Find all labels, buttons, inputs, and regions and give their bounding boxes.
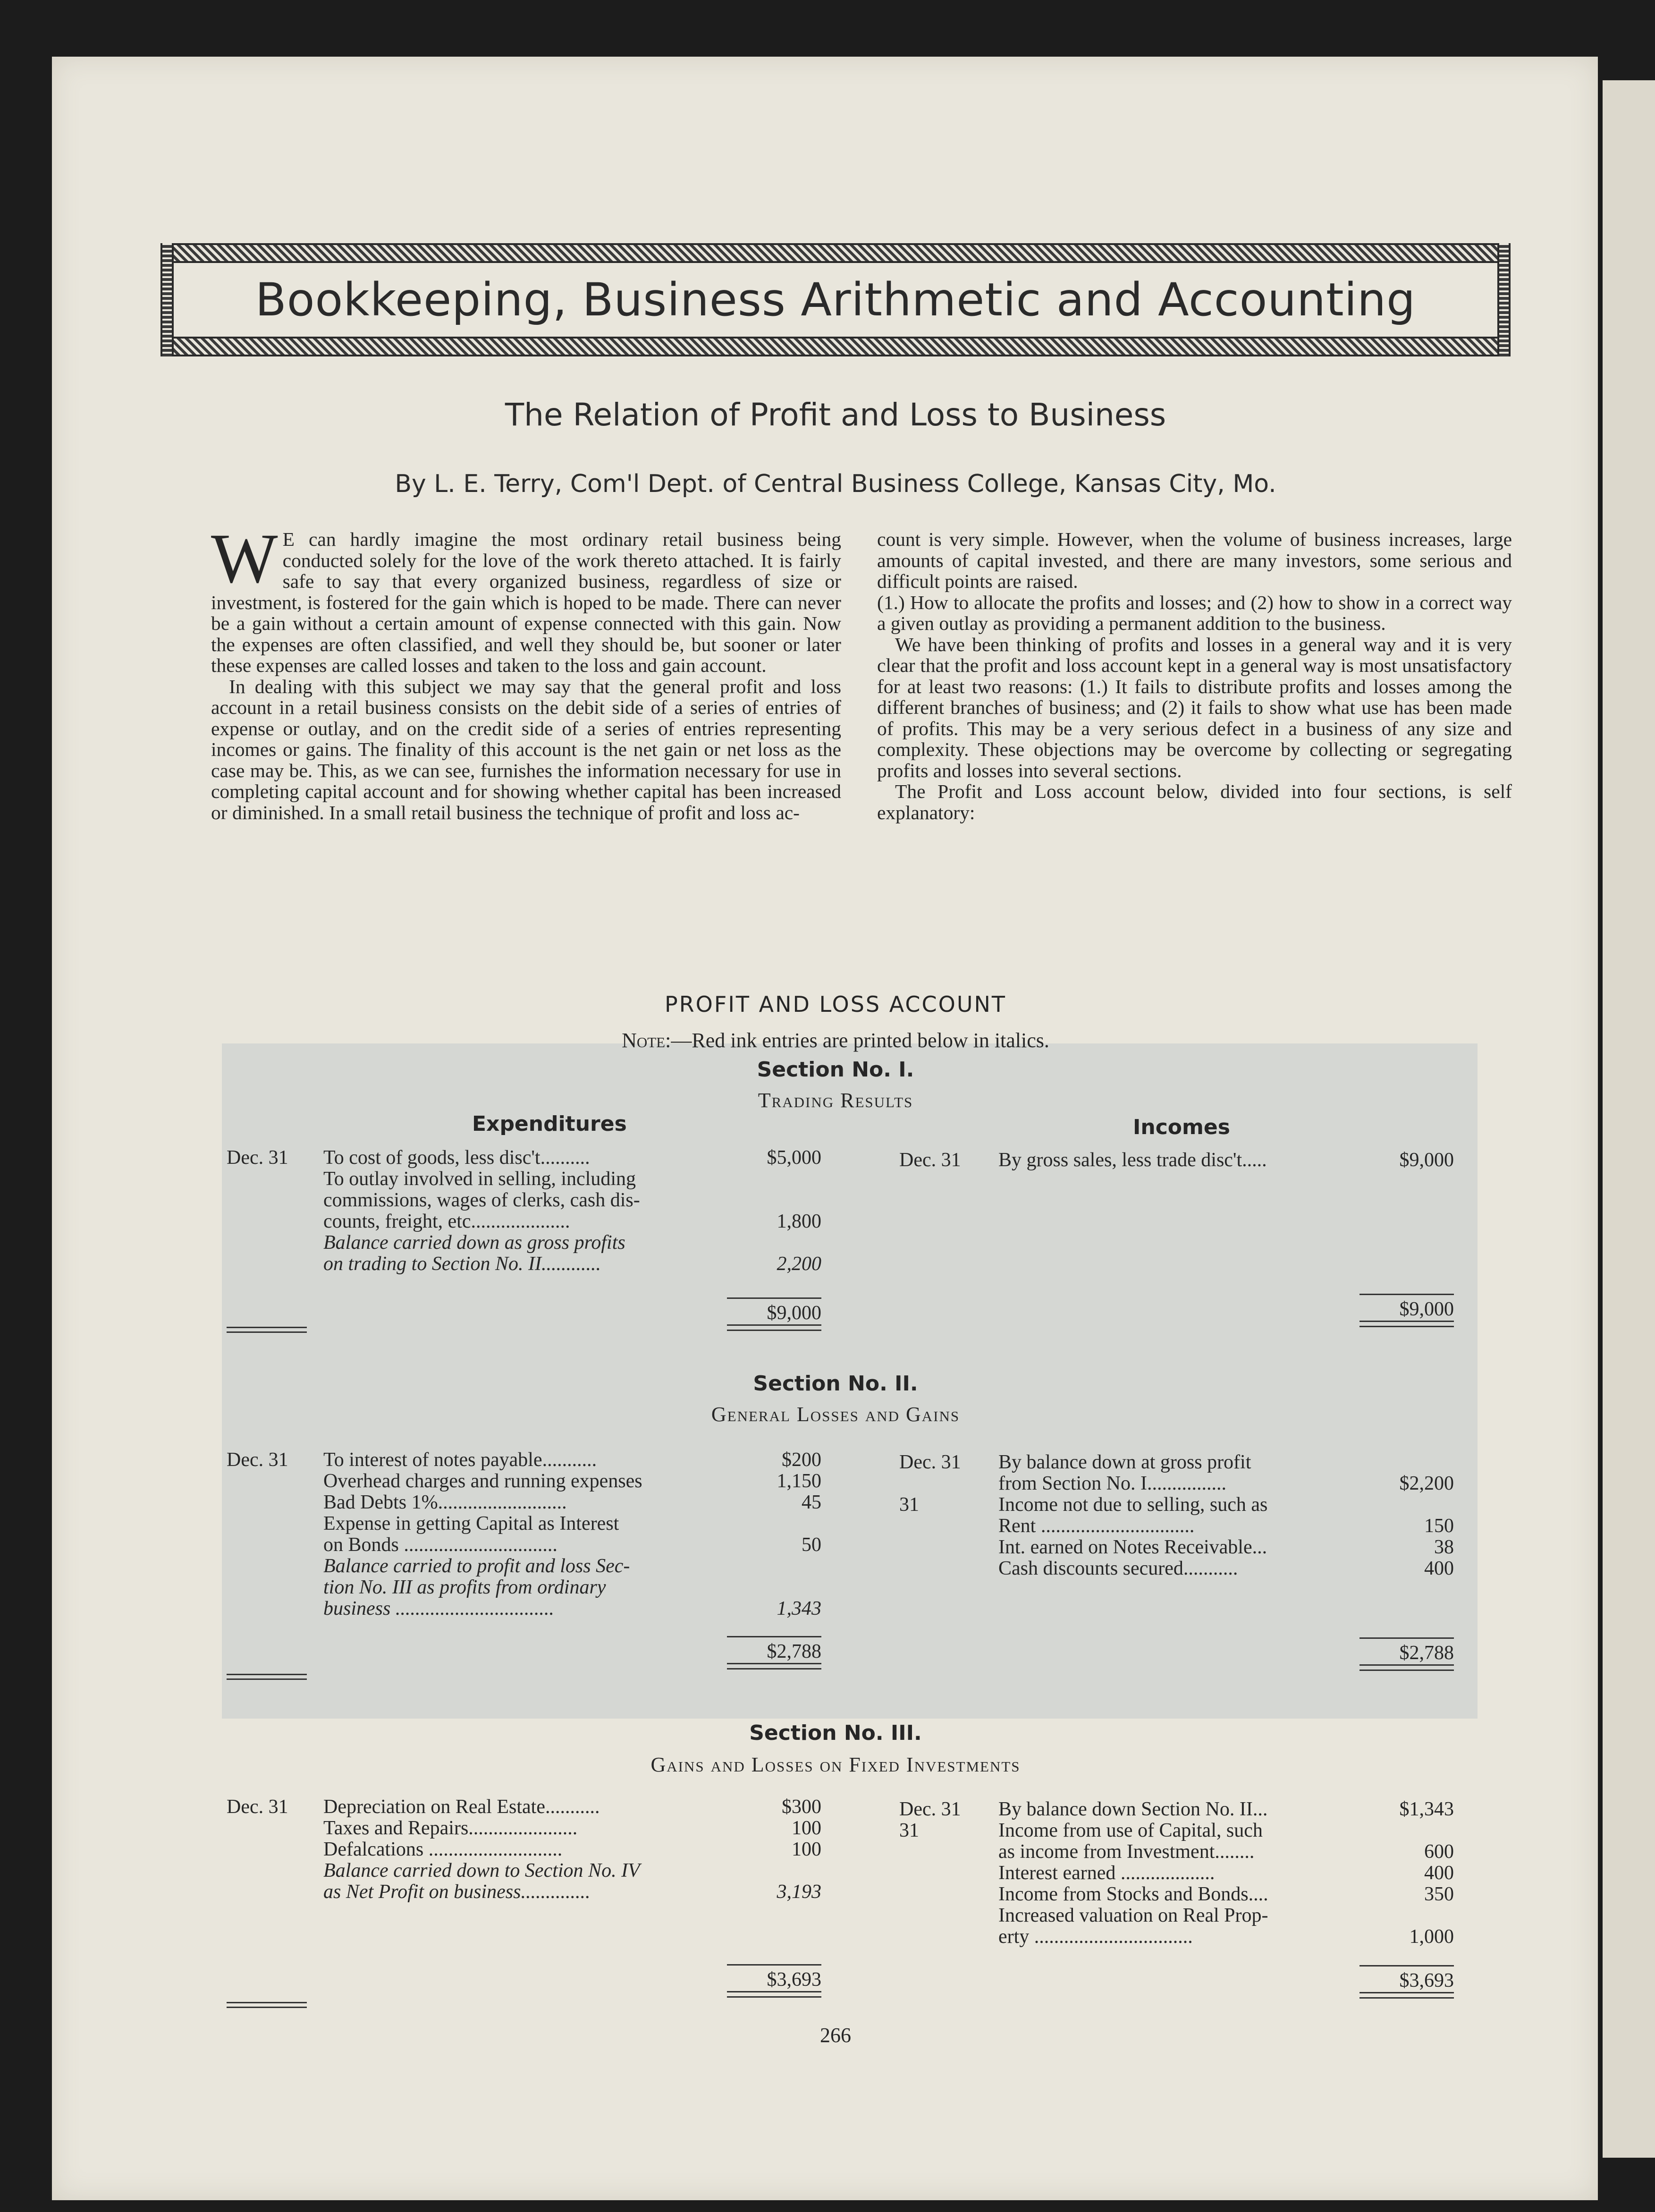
ledger-entry-row [227, 1492, 821, 1513]
entry-description: tion No. III as profits from ordinary [323, 1576, 606, 1598]
paragraph: We have been thinking of profits and losses in a general way and it is very clear that the profit and loss account kept in a general way is most unsatisfactory for at least two reasons: (1.) It fails to distribute profits and losses among the different branches of business; and (2) it fails to show what use has been made of profits. This may be a very serious defect in a business of any size and complexity. These objections may be overcome by collecting or segregating profits and losses into several sections. [877, 633, 1512, 781]
entry-description: By balance down Section No. II... [998, 1798, 1268, 1820]
entry-description: on trading to Section No. II............ [323, 1253, 601, 1275]
entry-description: Overhead charges and running expenses [323, 1470, 642, 1492]
entry-date: Dec. 31 [899, 1149, 961, 1171]
entry-description: Interest earned ................... [998, 1862, 1215, 1884]
text-column-left [211, 519, 841, 823]
expenditures-heading: Expenditures [472, 1112, 627, 1136]
entry-amount: 100 [792, 1839, 821, 1860]
entry-amount: 2,200 [777, 1253, 821, 1275]
ledger-entry-row [227, 1169, 821, 1190]
entry-amount: 45 [802, 1492, 821, 1513]
paragraph: The Profit and Loss account below, divided into four sections, is self explanatory: [877, 780, 1512, 823]
account-title: PROFIT AND LOSS ACCOUNT [664, 992, 1007, 1017]
page-number: 266 [820, 2024, 851, 2047]
entry-amount: 400 [1424, 1862, 1454, 1884]
ledger-entry-row [899, 1799, 1454, 1820]
ledger-entry-row [227, 1147, 821, 1169]
entry-amount: $5,000 [767, 1147, 821, 1169]
ledger-entry-row [899, 1558, 1454, 1579]
entry-description: Balance carried down to Section No. IV [323, 1860, 640, 1881]
ledger-entry-row [227, 1534, 821, 1556]
entry-date: 31 [899, 1820, 919, 1841]
entry-description: commissions, wages of clerks, cash dis- [323, 1189, 640, 1211]
section-1-debits [227, 1147, 821, 1275]
entry-description: as income from Investment........ [998, 1841, 1255, 1863]
entry-amount: 400 [1424, 1558, 1454, 1579]
paragraph: (1.) How to allocate the profits and losses; and (2) how to show in a correct way a given outlay as providing a permanent addition to the business. [877, 591, 1512, 634]
entry-description: To cost of goods, less disc't.......... [323, 1147, 590, 1169]
entry-amount: 150 [1424, 1515, 1454, 1537]
section-3-title: Section No. III. [749, 1721, 922, 1745]
paragraph: W E can hardly imagine the most ordinary retail business being conducted solely for the love of the work thereto attached. It is fairly safe to say that every organized business, regardless of size or investment, is fostered for the gain which is hoped to be made. There can never be a gain without a certain amount of expense connected with this gain. Now the expenses are often classified, and well they should be, but sooner or later these expenses are called losses and taken to the loss and gain account. [211, 519, 841, 676]
ledger-entry-row [899, 1820, 1454, 1841]
entry-description: Taxes and Repairs...................... [323, 1817, 578, 1839]
section-3-left-total: $3,693 [727, 1964, 821, 1991]
ledger-entry-row [899, 1537, 1454, 1558]
entry-amount: 1,000 [1409, 1926, 1454, 1948]
ledger-entry-row [227, 1556, 821, 1577]
section-3-right-total: $3,693 [1359, 1965, 1454, 1992]
entry-description: business ................................ [323, 1598, 554, 1619]
entry-description: Balance carried to profit and loss Sec- [323, 1555, 630, 1577]
ledger-entry-row [899, 1150, 1454, 1171]
section-2-debits [227, 1449, 821, 1619]
entry-description: Defalcations ........................... [323, 1839, 563, 1860]
ledger-entry-row [227, 1513, 821, 1534]
ledger-entry-row [899, 1841, 1454, 1863]
adjacent-page-edge [1603, 80, 1655, 2158]
ledger-entry-row [227, 1232, 821, 1254]
entry-date: Dec. 31 [227, 1449, 288, 1471]
entry-description: counts, freight, etc.................... [323, 1211, 570, 1232]
account-note: Note:—Red ink entries are printed below in italics. [622, 1029, 1049, 1052]
ledger-entry-row [899, 1473, 1454, 1494]
entry-description: Income not due to selling, such as [998, 1494, 1268, 1516]
entry-description: Income from use of Capital, such [998, 1820, 1263, 1841]
entry-amount: 38 [1434, 1536, 1454, 1558]
ledger-entry-row [227, 1881, 821, 1903]
entry-date: Dec. 31 [227, 1147, 288, 1169]
text-column-right [877, 529, 1512, 823]
section-banner [160, 243, 1511, 356]
ledger-entry-row [227, 1190, 821, 1211]
banner-title: Bookkeeping, Business Arithmetic and Accounting [255, 273, 1416, 326]
entry-description: erty ................................ [998, 1926, 1193, 1948]
drop-cap: W [211, 519, 278, 598]
section-2-left-total: $2,788 [727, 1636, 821, 1663]
entry-amount: 600 [1424, 1841, 1454, 1863]
ledger-entry-row [899, 1926, 1454, 1948]
ledger-entry-row [899, 1905, 1454, 1926]
entry-amount: 1,800 [777, 1211, 821, 1232]
section-2-right-total: $2,788 [1359, 1637, 1454, 1664]
article-byline: By L. E. Terry, Com'l Dept. of Central Business College, Kansas City, Mo. [395, 470, 1276, 498]
entry-description: Increased valuation on Real Prop- [998, 1905, 1268, 1926]
entry-description: By balance down at gross profit [998, 1451, 1251, 1473]
article-title: The Relation of Profit and Loss to Business [505, 397, 1166, 433]
section-3-credits [899, 1799, 1454, 1948]
entry-date: 31 [899, 1494, 919, 1516]
section-1-subtitle: Trading Results [758, 1089, 913, 1112]
ledger-entry-row [227, 1254, 821, 1275]
entry-description: as Net Profit on business.............. [323, 1881, 591, 1903]
entry-description: on Bonds ............................... [323, 1534, 557, 1556]
section-2-title: Section No. II. [753, 1372, 918, 1396]
entry-amount: 100 [792, 1817, 821, 1839]
ruling-double-line [227, 1674, 307, 1680]
ledger-entry-row [899, 1884, 1454, 1905]
ledger-entry-row [227, 1797, 821, 1818]
entry-amount: $1,343 [1399, 1798, 1454, 1820]
entry-description: Int. earned on Notes Receivable... [998, 1536, 1267, 1558]
entry-description: Rent ............................... [998, 1515, 1195, 1537]
entry-description: Cash discounts secured........... [998, 1558, 1238, 1579]
entry-date: Dec. 31 [899, 1798, 961, 1820]
ledger-entry-row [227, 1471, 821, 1492]
ruling-double-line [227, 2002, 307, 2008]
incomes-heading: Incomes [1133, 1115, 1230, 1139]
entry-amount: 50 [802, 1534, 821, 1556]
banner-border-left [160, 243, 174, 356]
entry-amount: 350 [1424, 1883, 1454, 1905]
section-1-title: Section No. I. [757, 1058, 914, 1082]
entry-amount: $2,200 [1399, 1473, 1454, 1494]
ledger-entry-row [227, 1818, 821, 1839]
section-2-subtitle: General Losses and Gains [711, 1403, 960, 1426]
section-1-left-total: $9,000 [727, 1297, 821, 1324]
ledger-entry-row [899, 1516, 1454, 1537]
entry-description: To outlay involved in selling, including [323, 1168, 636, 1190]
paragraph: In dealing with this subject we may say that the general profit and loss account in a retail business consists on the debit side of a series of entries of expense or outlay, and on the credit side of a series of entries representing incomes or gains. The finality of this account is the net gain or net loss as the case may be. This, as we can see, furnishes the information necessary for use in completing capital account and for showing whether capital has been increased or diminished. In a small retail business the technique of profit and loss ac- [211, 675, 841, 823]
section-1-right-total: $9,000 [1359, 1294, 1454, 1321]
entry-amount: 1,150 [777, 1470, 821, 1492]
ledger-entry-row [899, 1863, 1454, 1884]
entry-amount: $200 [782, 1449, 821, 1471]
entry-description: Expense in getting Capital as Interest [323, 1513, 619, 1534]
entry-description: By gross sales, less trade disc't..... [998, 1149, 1267, 1171]
entry-description: Depreciation on Real Estate........... [323, 1796, 600, 1818]
entry-date: Dec. 31 [227, 1796, 288, 1818]
section-3-subtitle: Gains and Losses on Fixed Investments [650, 1753, 1021, 1776]
banner-border-right [1497, 243, 1511, 356]
section-3-debits [227, 1797, 821, 1903]
ledger-entry-row [227, 1860, 821, 1881]
entry-date: Dec. 31 [899, 1451, 961, 1473]
ledger-entry-row [227, 1577, 821, 1598]
ledger-entry-row [899, 1494, 1454, 1516]
ledger-entry-row [227, 1449, 821, 1471]
ledger-entry-row [227, 1839, 821, 1860]
entry-description: Bad Debts 1%.......................... [323, 1492, 567, 1513]
ledger-entry-row [899, 1452, 1454, 1473]
banner-border-top [160, 243, 1511, 263]
section-1-credits [899, 1150, 1454, 1171]
entry-description: from Section No. I................ [998, 1473, 1226, 1494]
entry-amount: 3,193 [777, 1881, 821, 1903]
ledger-entry-row [227, 1211, 821, 1232]
section-2-credits [899, 1452, 1454, 1579]
entry-amount: $9,000 [1399, 1149, 1454, 1171]
banner-border-bottom [160, 337, 1511, 356]
entry-description: Income from Stocks and Bonds.... [998, 1883, 1268, 1905]
entry-description: To interest of notes payable........... [323, 1449, 597, 1471]
paragraph: count is very simple. However, when the volume of business increases, large amounts of capital invested, and there are many investors, some serious and difficult points are raised. [877, 528, 1512, 592]
entry-amount: 1,343 [777, 1598, 821, 1619]
entry-amount: $300 [782, 1796, 821, 1818]
entry-description: Balance carried down as gross profits [323, 1232, 625, 1254]
ruling-double-line [227, 1327, 307, 1333]
ledger-entry-row [227, 1598, 821, 1619]
